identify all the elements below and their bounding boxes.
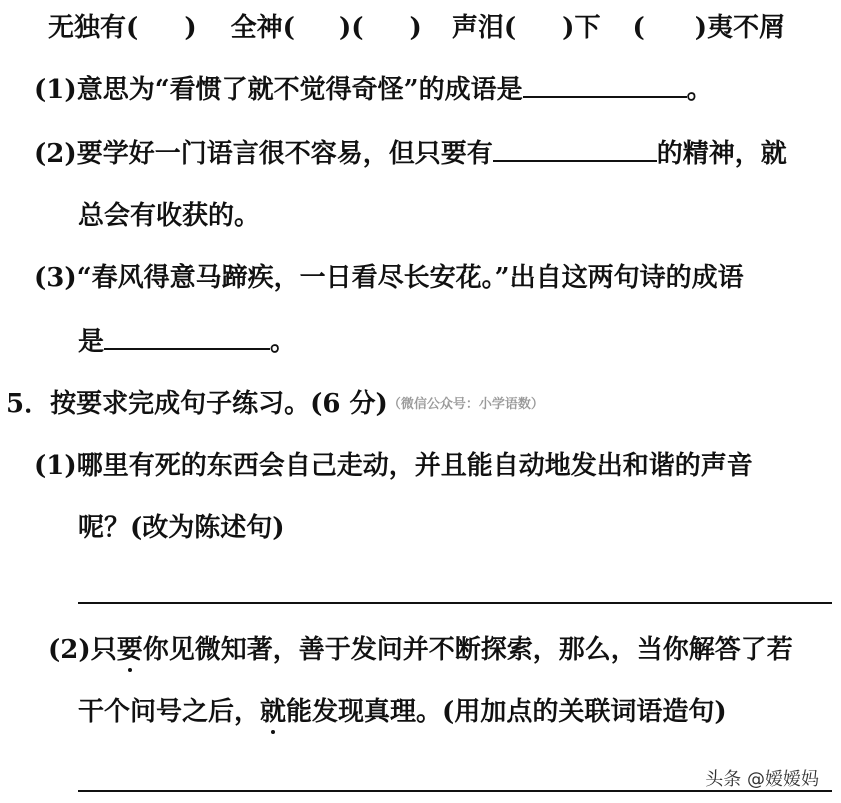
emphasis-dot-yao: 要: [116, 635, 143, 665]
section-5-heading: [6, 388, 544, 421]
idiom-2-end: ): [409, 13, 422, 43]
idiom-2-start: 全神(: [230, 13, 295, 43]
emphasis-dot-jiu: 就: [260, 697, 287, 727]
idiom-1-end: ): [184, 13, 197, 43]
section-5-number: 5．: [6, 389, 51, 419]
question-3-line-2: [78, 326, 296, 358]
idiom-3-end: )下: [562, 13, 601, 43]
question-3-number: (3): [34, 263, 77, 293]
question-1-text: 意思为“看惯了就不觉得奇怪”的成语是: [76, 75, 523, 105]
question-3-text: “春风得意马蹄疾，一日看尽长安花。”出自这两句诗的成语: [76, 263, 744, 293]
sentence-2-char-zhi: 只: [90, 635, 117, 665]
idiom-row: [48, 12, 785, 44]
question-1-number: (1): [34, 75, 77, 105]
question-2: [34, 138, 787, 170]
sentence-1-line-1: 哪里有死的东西会自己走动，并且能自动地发出和谐的声音: [76, 451, 753, 481]
sentence-2-line-2a: 干个问号之后，: [78, 697, 261, 727]
question-1-end: 。: [686, 75, 713, 105]
idiom-1-start: 无独有(: [48, 13, 139, 43]
answer-blank[interactable]: [104, 328, 270, 350]
idiom-4-end: )夷不屑: [694, 13, 786, 43]
question-3: [34, 262, 744, 294]
wechat-note: （微信公众号：小学语数）: [387, 397, 544, 412]
question-2-number: (2): [34, 139, 77, 169]
question-2-line-2: 总会有收获的。: [78, 201, 261, 231]
question-2-after: 的精神，就: [656, 139, 787, 169]
question-2-text: 要学好一门语言很不容易，但只要有: [76, 139, 493, 169]
sentence-2-line-1: 你见微知著，善于发问并不断探索，那么，当你解答了若: [142, 635, 793, 665]
answer-line-1[interactable]: [78, 602, 832, 604]
section-5-title: 按要求完成句子练习。(6 分): [50, 389, 388, 419]
answer-blank[interactable]: [523, 76, 687, 98]
answer-blank[interactable]: [493, 140, 657, 162]
sentence-1-number: (1): [34, 451, 77, 481]
sentence-2-line-2: [78, 696, 727, 728]
idiom-4-start: (: [632, 13, 645, 43]
idiom-2-mid: )(: [338, 13, 364, 43]
idiom-3-start: 声泪(: [451, 13, 517, 43]
sentence-2: [48, 634, 793, 666]
sentence-1-line-2: 呢？(改为陈述句): [78, 513, 285, 543]
sentence-1: [34, 450, 753, 482]
sentence-2-line-2c: 能发现真理。(用加点的关联词语造句): [286, 697, 727, 727]
question-3-end: 。: [270, 327, 297, 357]
watermark: 头条 @嫒嫒妈: [705, 769, 819, 790]
question-1: [34, 74, 713, 106]
question-3-line-2-text: 是: [78, 327, 105, 357]
sentence-2-number: (2): [48, 635, 91, 665]
